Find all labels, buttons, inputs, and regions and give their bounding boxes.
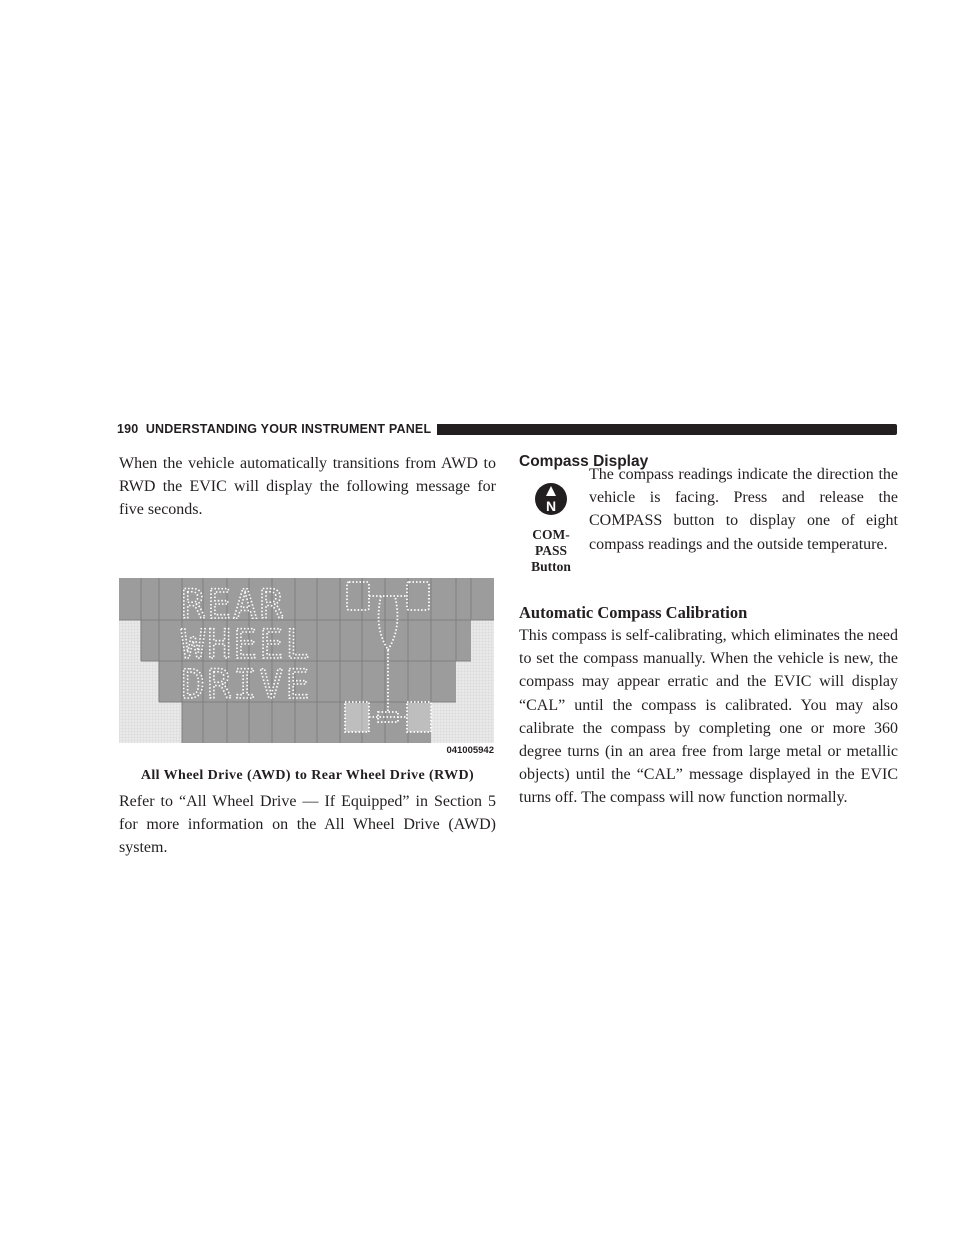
section-title-header: UNDERSTANDING YOUR INSTRUMENT PANEL [145, 422, 432, 436]
compass-display-title: Compass Display [519, 453, 649, 470]
intro-paragraph: When the vehicle automatically transitions from AWD to RWD the EVIC will display the following message for five seconds. [119, 455, 496, 519]
display-line-3: DRIVE [181, 661, 312, 708]
compass-letter: N [545, 498, 557, 514]
compass-label-line-3: Button [531, 559, 571, 574]
refer-paragraph: Refer to “All Wheel Drive — If Equipped” in Section 5 for more information on the All Wheel Drive (AWD) system. [119, 792, 496, 857]
evic-display-image [119, 578, 494, 761]
figure-code: 041005942 [446, 744, 494, 756]
page-number: 190 [117, 422, 139, 436]
header-rule [437, 424, 897, 435]
page-header [117, 420, 897, 440]
header-text [117, 422, 431, 436]
left-column [119, 452, 496, 859]
compass-paragraph: The compass readings indicate the direction the vehicle is facing. Press and release the COMPASS button to display one of eight compass readings and the outside temperature. [589, 466, 898, 553]
compass-icon [534, 482, 568, 516]
compass-label-line-2: PASS [534, 543, 567, 558]
compass-label-line-1: COM- [532, 527, 570, 542]
calibration-title: Automatic Compass Calibration [519, 603, 748, 622]
evic-display-figure [119, 578, 494, 761]
display-line-1: REAR [181, 581, 286, 628]
calibration-paragraph: This compass is self-calibrating, which eliminates the need to set the compass manually. When the vehicle is new, the compass may appear erratic and the EVIC will display “CAL” until the compass is calibrated. You may also calibrate the compass by completing one or more 360 degree turns (in an area free from large metal or metallic objects) until the “CAL” message displayed in the EVIC turns off. The compass will now function normally. [519, 627, 898, 807]
figure-caption: All Wheel Drive (AWD) to Rear Wheel Drive (RWD) [140, 767, 475, 783]
compass-section [519, 466, 898, 602]
right-column [519, 452, 898, 810]
compass-button-label [519, 527, 583, 575]
display-line-2: WHEEL [181, 621, 312, 668]
compass-button-figure [519, 482, 583, 575]
